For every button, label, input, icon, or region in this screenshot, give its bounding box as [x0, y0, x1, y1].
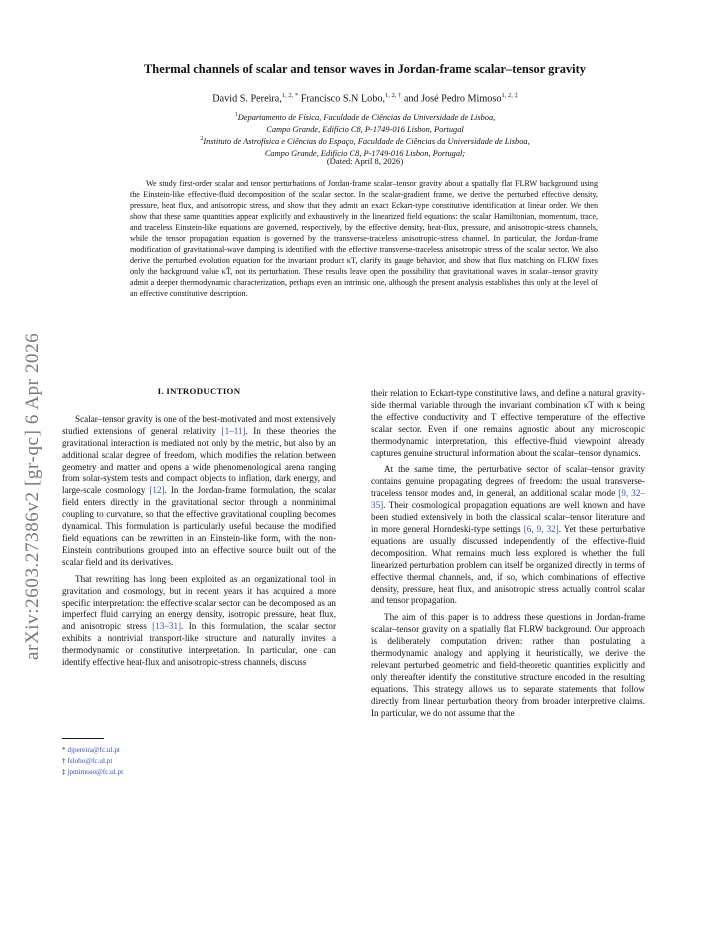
text-run: . Yet these perturbative equations are usually discussed independently of the effective-fluid decomposition. What remains much less explored is whether the full linearized perturbation problem can itself be organized directly in terms of effective thermal channels, and, if so, which combinations of effective density, pressure, heat flux, and anisotropic stress actually control scalar and tensor propagation.: [371, 523, 646, 606]
author-affil-mark: 1, 2, *: [281, 92, 299, 99]
affiliation-line: Instituto de Astrofísica e Ciências do Espaço, Faculdade de Ciências da Universidade de Lisboa,: [203, 136, 530, 146]
footnote-mark: ‡: [62, 768, 66, 776]
footnote-rule: [62, 738, 104, 739]
arxiv-stamp: arXiv:2603.27386v2 [gr-qc] 6 Apr 2026: [22, 332, 43, 660]
affiliation-number: 1: [234, 112, 238, 118]
citation-link[interactable]: [12]: [149, 485, 165, 496]
email-link[interactable]: djpereira@fc.ul.pt: [67, 746, 120, 754]
date-line: (Dated: April 8, 2026): [326, 156, 404, 166]
author-name: Francisco S.N Lobo,: [300, 93, 386, 105]
author-name: José Pedro Mimoso: [421, 93, 502, 105]
section-heading: I. INTRODUCTION: [157, 386, 241, 396]
footnote: [62, 745, 120, 755]
email-link[interactable]: fslobo@fc.ul.pt: [67, 757, 113, 765]
footnote: [62, 756, 112, 766]
text-run: That rewriting has long been exploited as an organizational tool in gravitation and cosmology, but in recent years it has acquired a more specific interpretation: the effective scalar sector can be decomposed as an imperfect fluid carrying an energy density, isotropic pressure, heat flux, and anisotropic stress: [62, 573, 336, 632]
author-affil-mark: 1, 2, ‡: [501, 92, 518, 99]
affiliation-line: Campo Grande, Edifício C8, P-1749-016 Lisbon, Portugal;: [264, 149, 466, 159]
text-run: At the same time, the perturbative sector of scalar–tensor gravity contains genuine propagating degrees of freedom: the usual transverse-traceless tensor modes and, in general, an additional scalar mode: [371, 464, 645, 499]
text-run: . In the Jordan-frame formulation, the scalar field enters directly in the gravitational sector through a nonminimal coupling to curvature, so that the effective gravitational coupling becomes dynamical. This formulation is particularly useful because the modified field equations can be rewritten in an Einstein-like form, with the non-Einstein contributions grouped into an effective source built out of the scalar field and its derivatives.: [62, 485, 336, 567]
footnote-mark: †: [62, 757, 66, 765]
email-link[interactable]: jpmimoso@fc.ul.pt: [67, 768, 124, 776]
author-list: [60, 92, 670, 104]
footnote-mark: *: [62, 746, 66, 754]
footnote: [62, 767, 123, 777]
affiliation-number: 2: [200, 136, 204, 142]
text-run: . In these theories the gravitational interaction is mediated not only by the metric, but also by an additional scalar degree of freedom, which modifies the relation between geometry and matter and opens a wide phenomenological arena ranging from solar-system tests and compact objects to inflation, dark energy, and large-scale cosmology: [62, 425, 336, 496]
paragraph: [62, 414, 336, 569]
paragraph: [371, 464, 645, 607]
citation-link[interactable]: [9, 32–35]: [371, 488, 645, 511]
author-name: David S. Pereira,: [212, 93, 282, 105]
affiliation-line: Campo Grande, Edifício C8, P-1749-016 Lisbon, Portugal: [266, 125, 464, 135]
paragraph: [62, 574, 336, 669]
text-run: . Their cosmological propagation equations are well known and have been studied extensively in both the classical scalar–tensor literature and in more general Horndeski-type settings: [371, 500, 645, 534]
right-column: [371, 388, 645, 724]
citation-link[interactable]: [13–31]: [152, 621, 182, 632]
citation-link[interactable]: [6, 9, 32]: [523, 523, 559, 534]
author-affil-mark: 1, 2, †: [385, 92, 402, 99]
abstract: We study first-order scalar and tensor perturbations of Jordan-frame scalar–tensor gravity about a spatially flat FLRW background using the Einstein-like effective-fluid decomposition of the scalar sector. In the scalar-gradient frame, we derive the perturbed effective density, pressure, heat flux, and anisotropic stress, and show that they admit an exact Eckart-type constitutive identification at linear order. We then show that these same quantities appear explicitly and exhaustively in the linearized field equations: the scalar Hamiltonian, momentum, trace, and traceless Einstein-like equations are governed, respectively, by the effective density, heat-flux, pressure, and anisotropic-stress channels, while the tensor propagation equation is governed by the transverse-traceless anisotropic-stress channel. In particular, the Jordan-frame modification of gravitational-wave damping is identified with the effective transverse-traceless anisotropic stress of the scalar sector. We also derive the perturbed evolution equation for the invariant product κT, clarify its gauge behavior, and show that flux matching on FLRW fixes only the background value κT̄, not its perturbation. These results leave open the possibility that gravitational waves in scalar–tensor gravity admit a deeper thermodynamic characterization, perhaps even an intrinsic one, although the present analysis establishes this only at the level of an effective constitutive description.: [130, 179, 598, 299]
text-run: Scalar–tensor gravity is one of the best-motivated and most extensively studied extensions of general relativity: [62, 413, 336, 436]
text-run: . In this formulation, the scalar sector exhibits a nontrivial transport-like structure and naturally invites a thermodynamic or constitutive interpretation. In particular, one can identify effective heat-flux and anisotropic-stress channels, discuss: [62, 621, 336, 668]
paragraph: The aim of this paper is to address these questions in Jordan-frame scalar–tensor gravity on a spatially flat FLRW background. Our approach is deliberately computation driven: rather than postulating a thermodynamic analogy and applying it heuristically, we derive the relevant perturbed geometric and field-theoretic quantities explicitly and only thereafter identify the constitutive structure encoded in the resulting equations. This strategy allows us to separate statements that follow directly from linear perturbation theory from broader interpretive claims. In particular, we do not assume that the: [371, 612, 645, 718]
author-conjunction: and: [403, 93, 419, 105]
left-column: [62, 386, 336, 674]
paper-title: Thermal channels of scalar and tensor waves in Jordan-frame scalar–tensor gravity: [144, 62, 586, 76]
citation-link[interactable]: [1–11]: [221, 425, 246, 436]
paragraph: their relation to Eckart-type constitutive laws, and define a natural gravity-side thermal variable through the invariant combination κT with κ being the effective conductivity and T effective temperature of the effective scalar sector. Even if one remains agnostic about any microscopic thermodynamic interpretation, this effective-fluid viewpoint already captures genuine structural information about the scalar–tensor dynamics.: [371, 388, 645, 458]
affiliation-line: Departamento de Física, Faculdade de Ciências da Universidade de Lisboa,: [237, 112, 496, 122]
